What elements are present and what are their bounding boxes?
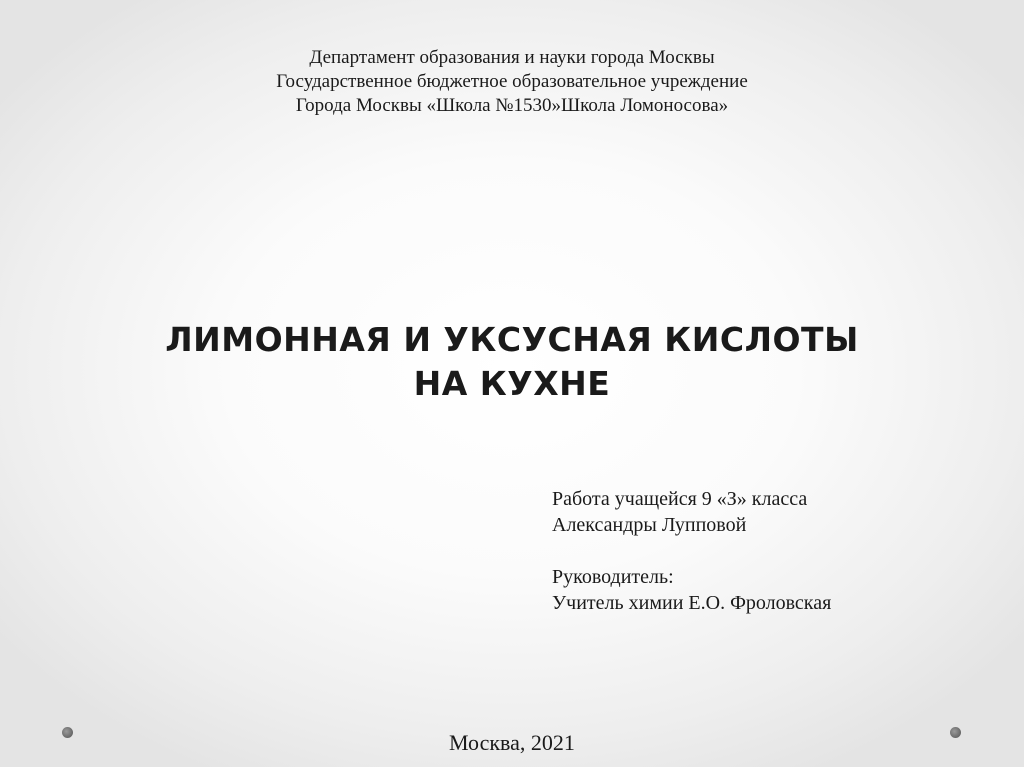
city-year: Москва, 2021 xyxy=(449,730,575,755)
supervisor-name: Учитель химии Е.О. Фроловская xyxy=(552,592,832,614)
header-line-department: Департамент образования и науки города Москвы xyxy=(309,47,715,68)
supervisor-label: Руководитель: xyxy=(552,566,674,588)
bullet-dot-icon xyxy=(62,727,73,738)
author-name: Александры Лупповой xyxy=(552,514,747,536)
header-line-institution: Государственное бюджетное образовательное учреждение xyxy=(276,71,748,92)
author-block xyxy=(552,486,831,616)
slide-title xyxy=(0,318,1024,406)
author-work-line: Работа учащейся 9 «З» класса xyxy=(552,488,808,510)
author-spacer xyxy=(552,538,831,564)
title-line-2: НА КУХНЕ xyxy=(413,364,611,403)
header-line-school: Города Москвы «Школа №1530»Школа Ломоносова» xyxy=(295,95,729,116)
title-line-1: ЛИМОННАЯ И УКСУСНАЯ КИСЛОТЫ xyxy=(165,320,859,359)
bullet-dot-icon xyxy=(950,727,961,738)
organization-header xyxy=(0,46,1024,118)
